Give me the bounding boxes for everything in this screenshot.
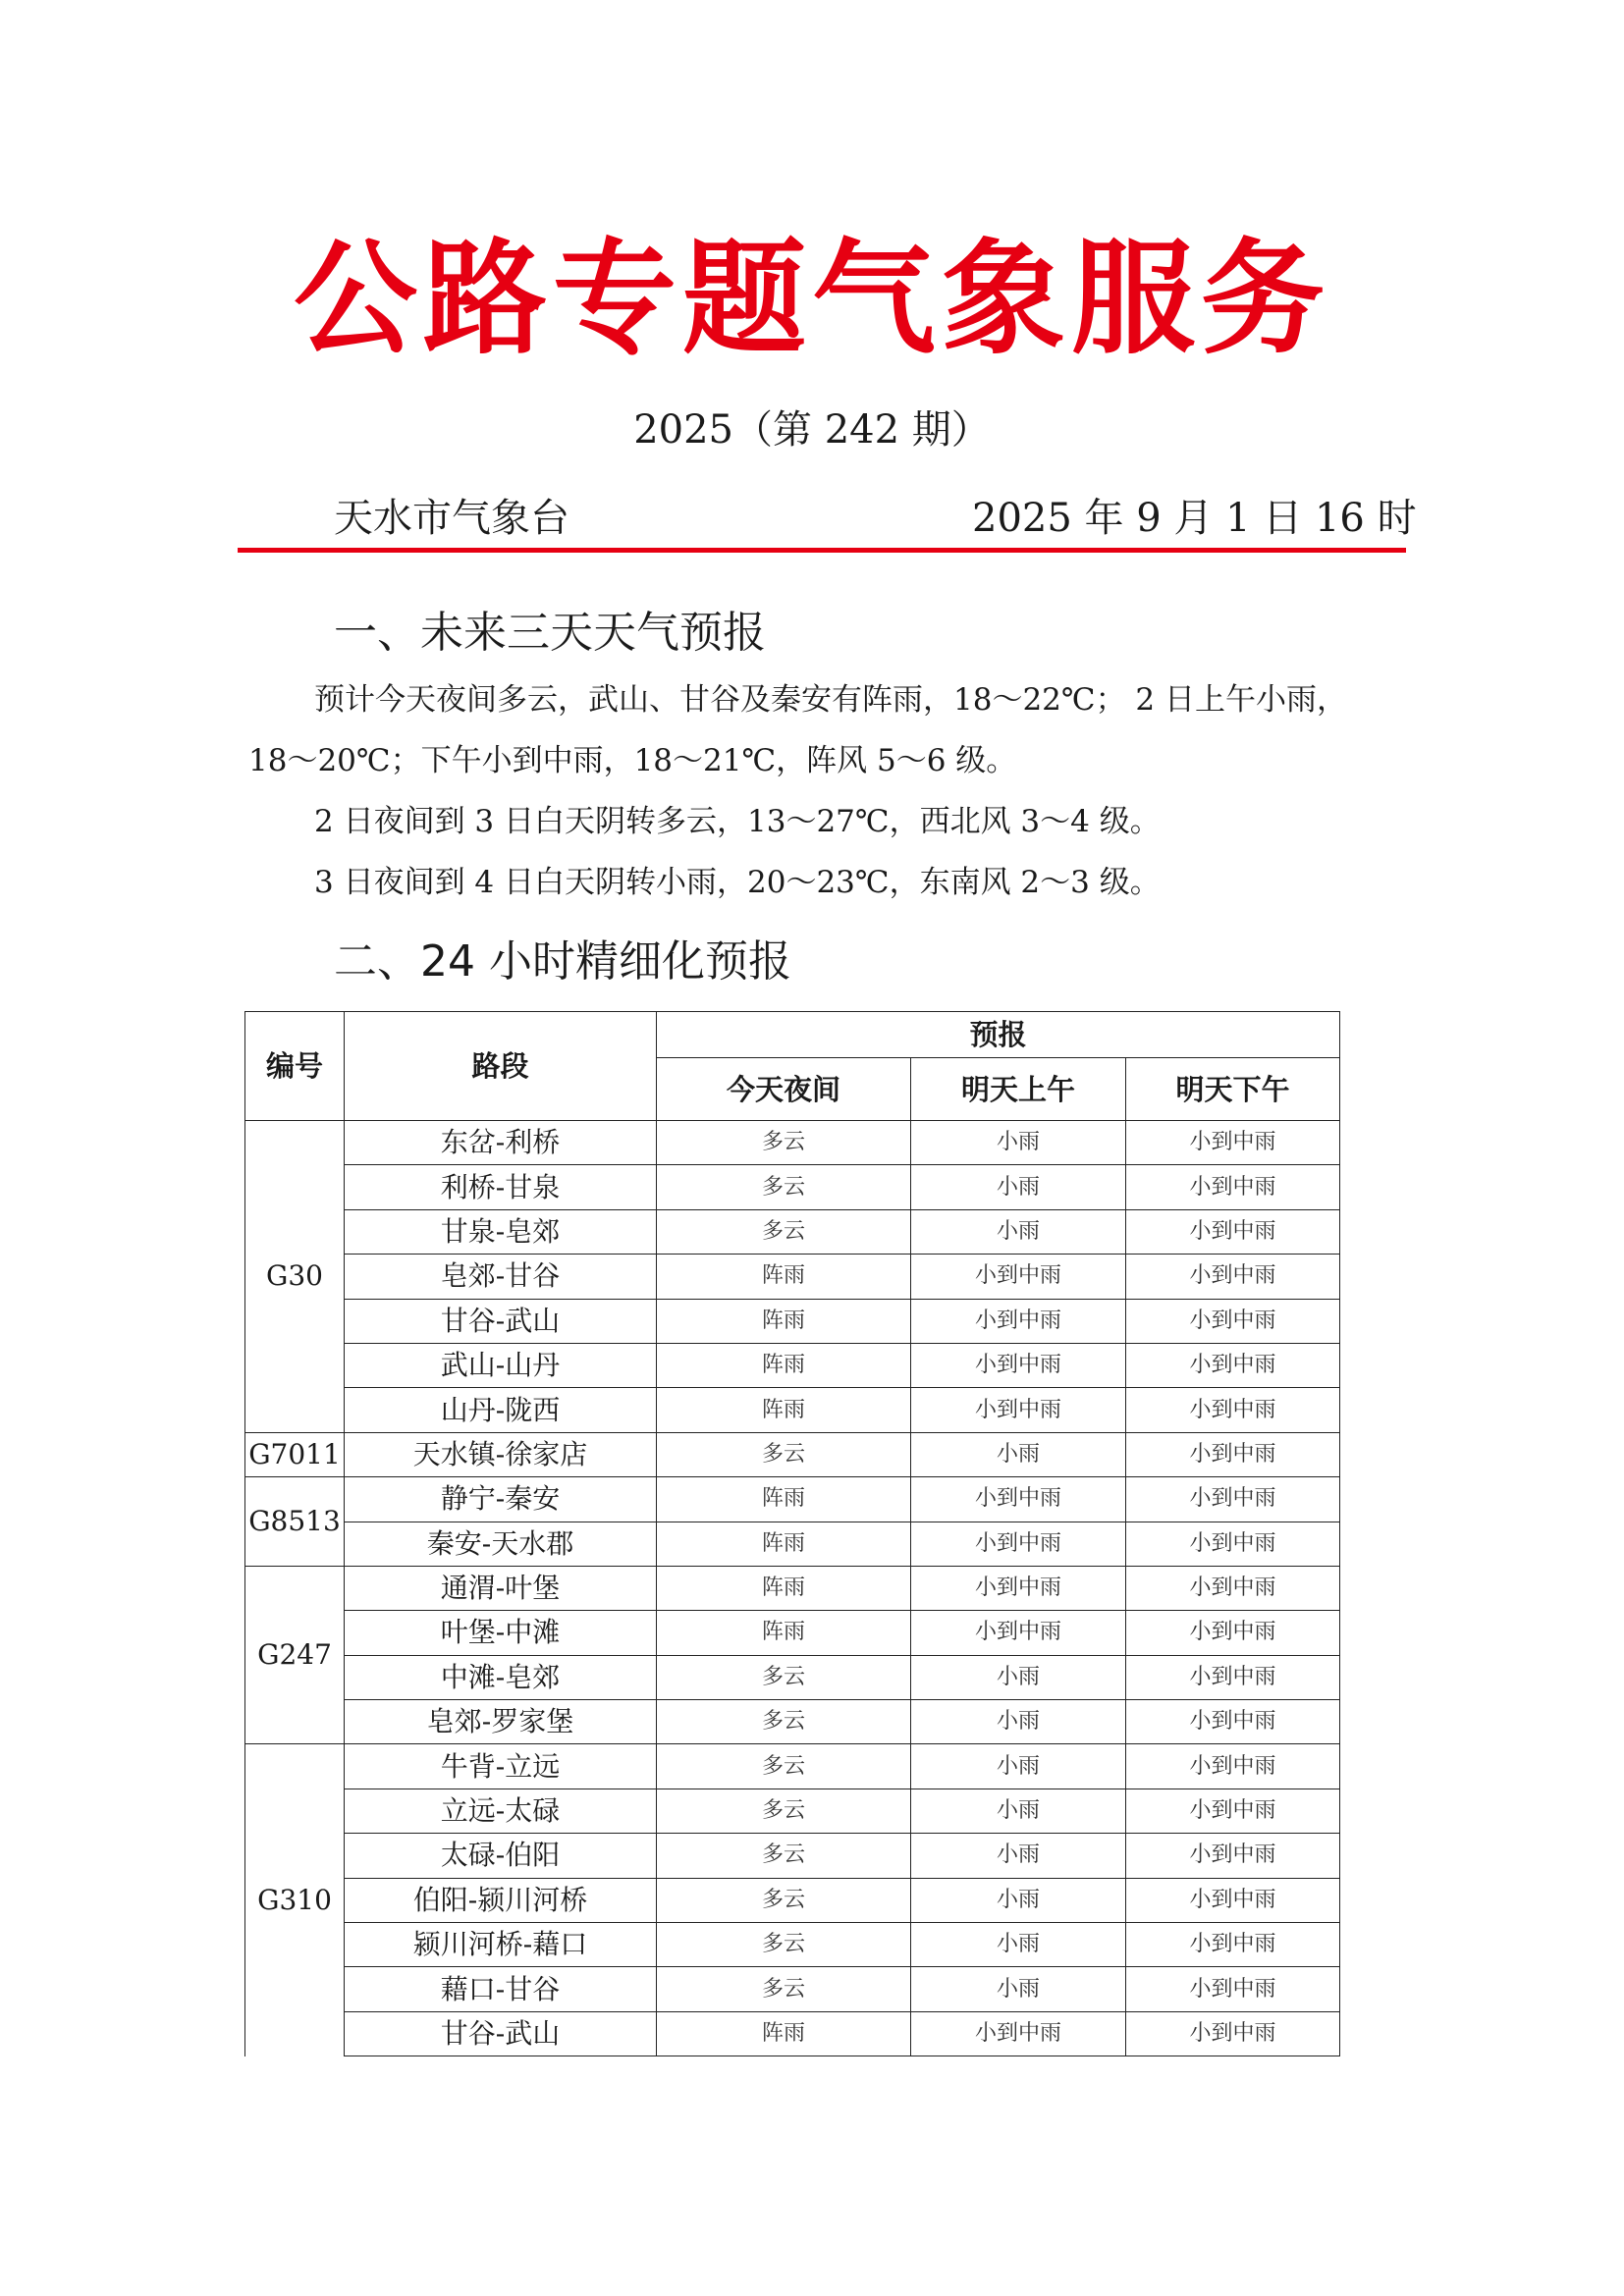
road-segment: 通渭-叶堡 <box>345 1566 657 1610</box>
forecast-tomorrow-am: 小到中雨 <box>911 1611 1126 1655</box>
forecast-tomorrow-pm: 小到中雨 <box>1126 1165 1340 1209</box>
forecast-tonight: 多云 <box>657 1789 911 1833</box>
document-title: 公路专题气象服务 <box>294 227 1330 371</box>
forecast-tomorrow-am: 小雨 <box>911 1923 1126 1967</box>
section-heading-three-day: 一、未来三天天气预报 <box>334 608 766 658</box>
route-code: G30 <box>245 1121 345 1433</box>
table-row <box>245 1878 1340 1922</box>
forecast-paragraph-1-line-2: 18～20℃；下午小到中雨，18～21℃，阵风 5～6 级。 <box>248 743 1017 778</box>
table-row <box>245 1121 1340 1165</box>
forecast-tomorrow-am: 小到中雨 <box>911 1343 1126 1387</box>
road-segment: 立远-太碌 <box>345 1789 657 1833</box>
forecast-tomorrow-pm: 小到中雨 <box>1126 1477 1340 1522</box>
table-row <box>245 1744 1340 1789</box>
route-code: G8513 <box>245 1477 345 1567</box>
forecast-tomorrow-am: 小雨 <box>911 1121 1126 1165</box>
forecast-tomorrow-am: 小雨 <box>911 1209 1126 1254</box>
forecast-tonight: 多云 <box>657 1165 911 1209</box>
forecast-tomorrow-pm: 小到中雨 <box>1126 1744 1340 1789</box>
issue-number: 2025（第 242 期） <box>633 407 991 453</box>
table-row <box>245 1522 1340 1566</box>
forecast-tomorrow-am: 小雨 <box>911 1878 1126 1922</box>
table-row <box>245 1834 1340 1878</box>
road-segment: 甘泉-皂郊 <box>345 1209 657 1254</box>
forecast-tonight: 阵雨 <box>657 1522 911 1566</box>
table-row <box>245 2011 1340 2056</box>
forecast-tonight: 多云 <box>657 1432 911 1476</box>
forecast-tomorrow-pm: 小到中雨 <box>1126 1388 1340 1432</box>
forecast-tomorrow-pm: 小到中雨 <box>1126 1611 1340 1655</box>
road-segment: 甘谷-武山 <box>345 1299 657 1343</box>
forecast-tonight: 阵雨 <box>657 1299 911 1343</box>
header-segment: 路段 <box>345 1012 657 1121</box>
road-segment: 武山-山丹 <box>345 1343 657 1387</box>
forecast-tomorrow-pm: 小到中雨 <box>1126 1923 1340 1967</box>
table-row <box>245 1566 1340 1610</box>
forecast-tomorrow-pm: 小到中雨 <box>1126 1343 1340 1387</box>
forecast-tomorrow-pm: 小到中雨 <box>1126 1967 1340 2011</box>
forecast-tonight: 阵雨 <box>657 2011 911 2056</box>
forecast-tomorrow-pm: 小到中雨 <box>1126 1700 1340 1744</box>
forecast-tomorrow-pm: 小到中雨 <box>1126 1121 1340 1165</box>
forecast-tonight: 多云 <box>657 1209 911 1254</box>
section-heading-24h: 二、24 小时精细化预报 <box>334 936 791 987</box>
forecast-tonight: 多云 <box>657 1834 911 1878</box>
forecast-tomorrow-pm: 小到中雨 <box>1126 1522 1340 1566</box>
forecast-paragraph-2: 2 日夜间到 3 日白天阴转多云，13～27℃，西北风 3～4 级。 <box>314 804 1161 839</box>
forecast-tomorrow-am: 小到中雨 <box>911 1566 1126 1610</box>
forecast-tomorrow-pm: 小到中雨 <box>1126 1834 1340 1878</box>
forecast-tonight: 阵雨 <box>657 1477 911 1522</box>
forecast-tomorrow-pm: 小到中雨 <box>1126 1299 1340 1343</box>
forecast-tomorrow-pm: 小到中雨 <box>1126 1789 1340 1833</box>
road-segment: 利桥-甘泉 <box>345 1165 657 1209</box>
forecast-tonight: 阵雨 <box>657 1388 911 1432</box>
forecast-tonight: 多云 <box>657 1878 911 1922</box>
forecast-paragraph-3: 3 日夜间到 4 日白天阴转小雨，20～23℃，东南风 2～3 级。 <box>314 865 1161 900</box>
forecast-tonight: 多云 <box>657 1655 911 1699</box>
table-row <box>245 1388 1340 1432</box>
forecast-table <box>244 1011 1340 2056</box>
table-row <box>245 1655 1340 1699</box>
forecast-tomorrow-pm: 小到中雨 <box>1126 1209 1340 1254</box>
forecast-tonight: 多云 <box>657 1923 911 1967</box>
road-segment: 中滩-皂郊 <box>345 1655 657 1699</box>
forecast-table-body <box>245 1121 1340 2056</box>
forecast-tomorrow-pm: 小到中雨 <box>1126 1655 1340 1699</box>
header-code: 编号 <box>245 1012 345 1121</box>
forecast-tomorrow-pm: 小到中雨 <box>1126 1432 1340 1476</box>
forecast-tomorrow-am: 小到中雨 <box>911 1522 1126 1566</box>
forecast-tomorrow-pm: 小到中雨 <box>1126 1255 1340 1299</box>
road-segment: 牛背-立远 <box>345 1744 657 1789</box>
forecast-tonight: 阵雨 <box>657 1566 911 1610</box>
table-row <box>245 1255 1340 1299</box>
forecast-tonight: 多云 <box>657 1967 911 2011</box>
forecast-tomorrow-am: 小雨 <box>911 1165 1126 1209</box>
forecast-tonight: 阵雨 <box>657 1611 911 1655</box>
forecast-tomorrow-am: 小雨 <box>911 1967 1126 2011</box>
forecast-tomorrow-am: 小到中雨 <box>911 1477 1126 1522</box>
road-segment: 伯阳-颍川河桥 <box>345 1878 657 1922</box>
forecast-paragraph-1-line-1: 预计今天夜间多云，武山、甘谷及秦安有阵雨，18～22℃； 2 日上午小雨， <box>314 682 1347 718</box>
table-row <box>245 1477 1340 1522</box>
forecast-tonight: 多云 <box>657 1744 911 1789</box>
forecast-tomorrow-am: 小到中雨 <box>911 1255 1126 1299</box>
header-tomorrow-am: 明天上午 <box>911 1058 1126 1121</box>
road-segment: 叶堡-中滩 <box>345 1611 657 1655</box>
forecast-tomorrow-am: 小雨 <box>911 1834 1126 1878</box>
header-divider <box>238 548 1406 553</box>
forecast-tonight: 多云 <box>657 1700 911 1744</box>
table-row <box>245 1700 1340 1744</box>
road-segment: 皂郊-甘谷 <box>345 1255 657 1299</box>
road-segment: 秦安-天水郡 <box>345 1522 657 1566</box>
road-segment: 天水镇-徐家店 <box>345 1432 657 1476</box>
route-code: G247 <box>245 1566 345 1744</box>
road-segment: 颍川河桥-藉口 <box>345 1923 657 1967</box>
forecast-tomorrow-pm: 小到中雨 <box>1126 2011 1340 2056</box>
table-row <box>245 1165 1340 1209</box>
issuing-agency: 天水市气象台 <box>334 496 569 541</box>
road-segment: 皂郊-罗家堡 <box>345 1700 657 1744</box>
table-row <box>245 1611 1340 1655</box>
road-segment: 东岔-利桥 <box>345 1121 657 1165</box>
forecast-tomorrow-am: 小到中雨 <box>911 1388 1126 1432</box>
table-row <box>245 1789 1340 1833</box>
forecast-tonight: 阵雨 <box>657 1255 911 1299</box>
road-segment: 静宁-秦安 <box>345 1477 657 1522</box>
road-segment: 甘谷-武山 <box>345 2011 657 2056</box>
table-row <box>245 1432 1340 1476</box>
road-segment: 太碌-伯阳 <box>345 1834 657 1878</box>
forecast-tomorrow-am: 小到中雨 <box>911 2011 1126 2056</box>
road-segment: 藉口-甘谷 <box>345 1967 657 2011</box>
table-row <box>245 1299 1340 1343</box>
forecast-tonight: 阵雨 <box>657 1343 911 1387</box>
forecast-tonight: 多云 <box>657 1121 911 1165</box>
forecast-tomorrow-am: 小雨 <box>911 1789 1126 1833</box>
forecast-tomorrow-am: 小雨 <box>911 1700 1126 1744</box>
table-row <box>245 1209 1340 1254</box>
table-row <box>245 1923 1340 1967</box>
forecast-tomorrow-pm: 小到中雨 <box>1126 1566 1340 1610</box>
table-row <box>245 1967 1340 2011</box>
header-tomorrow-pm: 明天下午 <box>1126 1058 1340 1121</box>
header-tonight: 今天夜间 <box>657 1058 911 1121</box>
route-code: G310 <box>245 1744 345 2056</box>
header-forecast: 预报 <box>657 1012 1340 1058</box>
route-code: G7011 <box>245 1432 345 1476</box>
forecast-tomorrow-am: 小雨 <box>911 1744 1126 1789</box>
forecast-tomorrow-am: 小雨 <box>911 1432 1126 1476</box>
road-segment: 山丹-陇西 <box>345 1388 657 1432</box>
forecast-tomorrow-am: 小到中雨 <box>911 1299 1126 1343</box>
forecast-tomorrow-pm: 小到中雨 <box>1126 1878 1340 1922</box>
issue-date: 2025 年 9 月 1 日 16 时 <box>972 496 1417 541</box>
table-row <box>245 1343 1340 1387</box>
forecast-tomorrow-am: 小雨 <box>911 1655 1126 1699</box>
